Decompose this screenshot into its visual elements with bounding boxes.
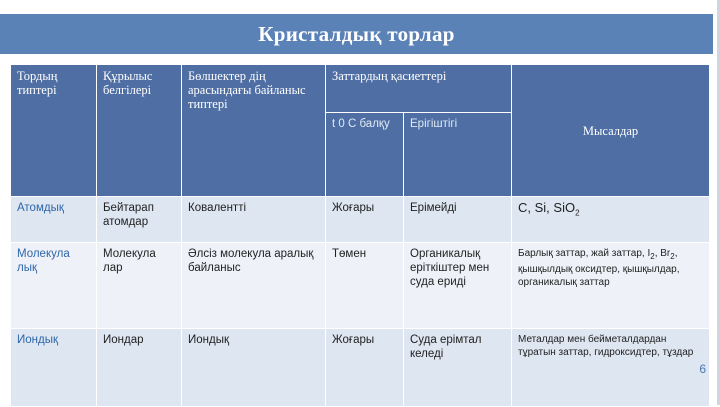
row-molecular-bonds: Әлсіз молекула аралық байланыс <box>182 243 326 329</box>
row-atomic-solubility: Ерімейді <box>404 197 512 243</box>
table-row <box>11 243 710 329</box>
header-examples: Мысалдар <box>512 65 710 197</box>
examples-text-b: , Br <box>654 248 671 259</box>
header-properties: Заттардың қасиеттері <box>326 65 512 113</box>
row-molecular-features: Молекула лар <box>97 243 182 329</box>
row-atomic-features: Бейтарап атомдар <box>97 197 182 243</box>
examples-subscript: 2 <box>575 208 580 218</box>
examples-subscript-2: 2 <box>670 252 675 261</box>
table-row <box>11 329 710 407</box>
header-solubility: Ерігіштігі <box>404 113 512 197</box>
header-features: Құрылыс белгілері <box>97 65 182 197</box>
examples-text: C, Si, SiO <box>518 200 576 215</box>
row-atomic-bonds: Ковалентті <box>182 197 326 243</box>
table-row <box>11 197 710 243</box>
row-ionic-melting: Жоғары <box>326 329 404 407</box>
row-ionic-features: Иондар <box>97 329 182 407</box>
row-atomic-examples <box>512 197 710 243</box>
row-ionic-solubility: Суда ерімтал келеді <box>404 329 512 407</box>
examples-text-c: , қышқылдық оксидтер, қышқылдар, органикалық заттар <box>518 248 680 288</box>
row-ionic-bonds: Иондық <box>182 329 326 407</box>
row-molecular-type: Молекула лық <box>11 243 97 329</box>
row-ionic-type: Иондық <box>11 329 97 407</box>
header-type: Тордың типтері <box>11 65 97 197</box>
row-atomic-type: Атомдық <box>11 197 97 243</box>
crystal-lattice-table <box>10 64 710 407</box>
row-molecular-melting: Төмен <box>326 243 404 329</box>
page-number: 6 <box>699 362 706 376</box>
header-bonds: Бөлшектер дің арасындағы байланыс типтері <box>182 65 326 197</box>
row-molecular-solubility: Органикалық еріткіштер мен суда ериді <box>404 243 512 329</box>
header-melting: t 0 C балқу <box>326 113 404 197</box>
examples-text-a: Барлық заттар, жай заттар, I <box>518 248 651 259</box>
row-ionic-examples: Металдар мен бейметалдардан тұратын заттар, гидроксидтер, тұздар <box>512 329 710 407</box>
slide-title: Кристалдық торлар <box>258 21 455 46</box>
examples-subscript-1: 2 <box>650 252 655 261</box>
header-row <box>11 65 710 113</box>
row-molecular-examples <box>512 243 710 329</box>
title-banner <box>0 14 713 54</box>
row-atomic-melting: Жоғары <box>326 197 404 243</box>
